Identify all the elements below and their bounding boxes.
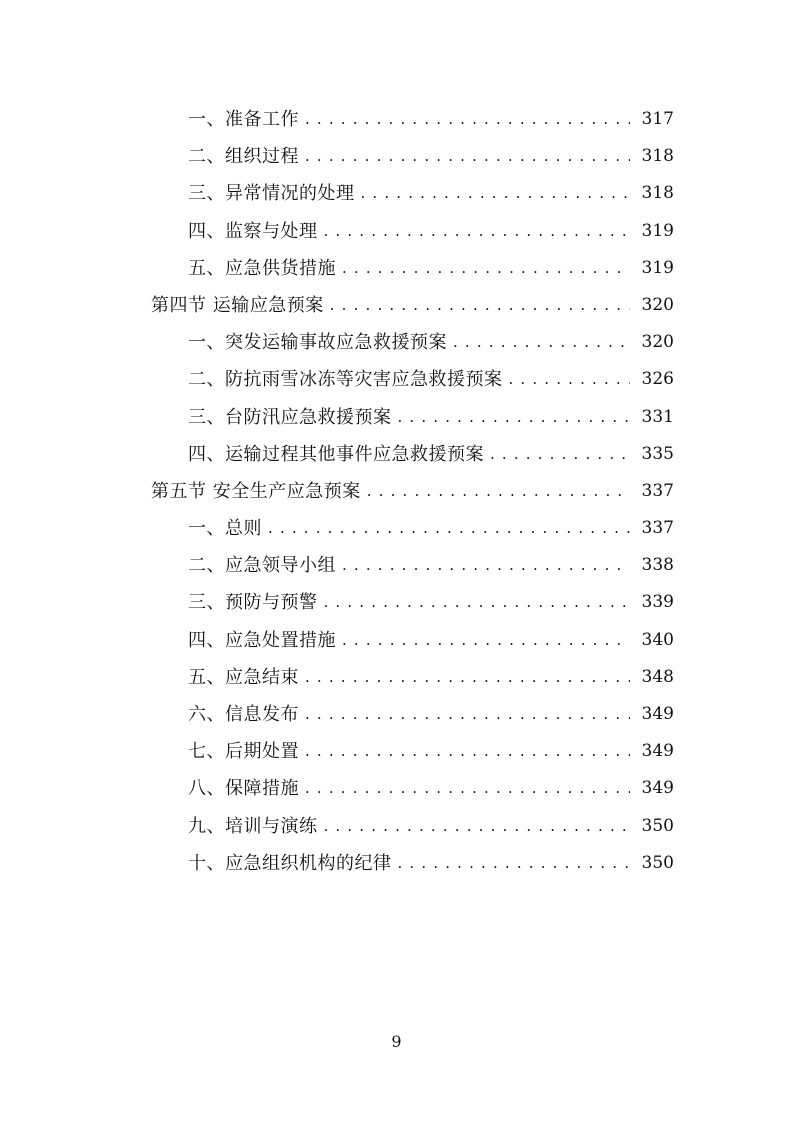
toc-entry-page: 349 bbox=[641, 704, 674, 724]
toc-dot-leader bbox=[324, 808, 631, 845]
toc-dot-leader bbox=[453, 324, 630, 361]
toc-entry-page: 340 bbox=[641, 629, 674, 650]
toc-dot-leader bbox=[305, 659, 630, 696]
toc-dot-leader bbox=[305, 696, 630, 733]
toc-entry-label: 十、应急组织机构的纪律 bbox=[188, 852, 392, 874]
toc-entry[interactable] bbox=[0, 213, 793, 250]
toc-entry[interactable] bbox=[0, 250, 793, 287]
toc-entry-label: 四、监察与处理 bbox=[188, 220, 318, 242]
toc-entry[interactable] bbox=[0, 138, 793, 175]
toc-entry-label: 第五节 安全生产应急预案 bbox=[151, 480, 361, 502]
toc-entry-label: 一、突发运输事故应急救援预案 bbox=[188, 332, 447, 354]
toc-entry-label: 三、台防汛应急救援预案 bbox=[188, 406, 392, 428]
toc-entry-page: 319 bbox=[641, 257, 674, 278]
toc-entry-label: 六、信息发布 bbox=[188, 704, 299, 725]
toc-entry[interactable] bbox=[0, 659, 793, 696]
toc-section-entry[interactable] bbox=[0, 287, 793, 324]
toc-entry-page: 331 bbox=[641, 406, 674, 427]
toc-entry[interactable] bbox=[0, 175, 793, 212]
toc-dot-leader bbox=[342, 250, 630, 287]
toc-dot-leader bbox=[268, 510, 630, 547]
toc-dot-leader bbox=[324, 213, 631, 250]
toc-entry[interactable] bbox=[0, 399, 793, 436]
toc-entry-page: 320 bbox=[641, 294, 674, 315]
toc-dot-leader bbox=[330, 287, 630, 324]
toc-entry-page: 349 bbox=[641, 741, 674, 762]
table-of-contents bbox=[0, 101, 793, 882]
toc-entry[interactable] bbox=[0, 436, 793, 473]
toc-entry-page: 320 bbox=[641, 332, 674, 353]
toc-dot-leader bbox=[305, 138, 630, 175]
toc-entry-page: 337 bbox=[641, 518, 674, 539]
toc-entry[interactable] bbox=[0, 770, 793, 807]
toc-entry[interactable] bbox=[0, 584, 793, 621]
toc-entry-page: 335 bbox=[641, 443, 674, 464]
page-number: 9 bbox=[391, 1032, 402, 1051]
toc-entry[interactable] bbox=[0, 733, 793, 770]
toc-dot-leader bbox=[305, 101, 630, 138]
toc-dot-leader bbox=[305, 733, 630, 770]
toc-dot-leader bbox=[398, 399, 631, 436]
toc-entry[interactable] bbox=[0, 101, 793, 138]
toc-entry-label: 五、应急结束 bbox=[188, 666, 299, 688]
toc-entry-page: 319 bbox=[641, 220, 674, 241]
toc-entry-label: 九、培训与演练 bbox=[188, 815, 318, 837]
toc-entry-label: 一、总则 bbox=[188, 518, 262, 540]
toc-entry-page: 317 bbox=[641, 109, 674, 129]
toc-entry-label: 二、应急领导小组 bbox=[188, 555, 336, 577]
toc-entry-page: 318 bbox=[641, 183, 674, 204]
toc-entry-page: 349 bbox=[641, 778, 674, 799]
toc-entry-label: 五、应急供货措施 bbox=[188, 257, 336, 279]
toc-entry-label: 二、防抗雨雪冰冻等灾害应急救援预案 bbox=[188, 369, 503, 391]
toc-entry-page: 350 bbox=[641, 852, 674, 873]
toc-entry-label: 七、后期处置 bbox=[188, 741, 299, 763]
toc-dot-leader bbox=[324, 584, 631, 621]
toc-dot-leader bbox=[509, 361, 631, 398]
toc-dot-leader bbox=[367, 473, 630, 510]
toc-entry-label: 二、组织过程 bbox=[188, 146, 299, 168]
toc-entry[interactable] bbox=[0, 510, 793, 547]
toc-entry-label: 第四节 运输应急预案 bbox=[151, 294, 324, 316]
toc-entry[interactable] bbox=[0, 361, 793, 398]
toc-entry[interactable] bbox=[0, 696, 793, 733]
toc-entry-page: 338 bbox=[641, 555, 674, 576]
toc-entry-label: 四、应急处置措施 bbox=[188, 629, 336, 651]
toc-entry-label: 四、运输过程其他事件应急救援预案 bbox=[188, 443, 484, 465]
toc-entry-page: 348 bbox=[641, 666, 674, 687]
toc-entry[interactable] bbox=[0, 808, 793, 845]
toc-entry-page: 326 bbox=[641, 369, 674, 390]
toc-dot-leader bbox=[342, 622, 630, 659]
toc-entry[interactable] bbox=[0, 324, 793, 361]
toc-entry-label: 一、准备工作 bbox=[188, 109, 299, 130]
toc-dot-leader bbox=[342, 547, 630, 584]
toc-entry-page: 318 bbox=[641, 146, 674, 167]
toc-entry-label: 三、预防与预警 bbox=[188, 592, 318, 614]
toc-dot-leader bbox=[305, 770, 630, 807]
toc-entry-page: 350 bbox=[641, 815, 674, 836]
toc-section-entry[interactable] bbox=[0, 473, 793, 510]
toc-entry-page: 339 bbox=[641, 592, 674, 613]
toc-entry[interactable] bbox=[0, 845, 793, 882]
toc-dot-leader bbox=[490, 436, 630, 473]
toc-entry[interactable] bbox=[0, 622, 793, 659]
toc-entry-label: 八、保障措施 bbox=[188, 778, 299, 800]
toc-entry-label: 三、异常情况的处理 bbox=[188, 183, 355, 205]
toc-entry[interactable] bbox=[0, 547, 793, 584]
toc-entry-page: 337 bbox=[641, 480, 674, 501]
toc-dot-leader bbox=[361, 175, 631, 212]
toc-dot-leader bbox=[398, 845, 631, 882]
